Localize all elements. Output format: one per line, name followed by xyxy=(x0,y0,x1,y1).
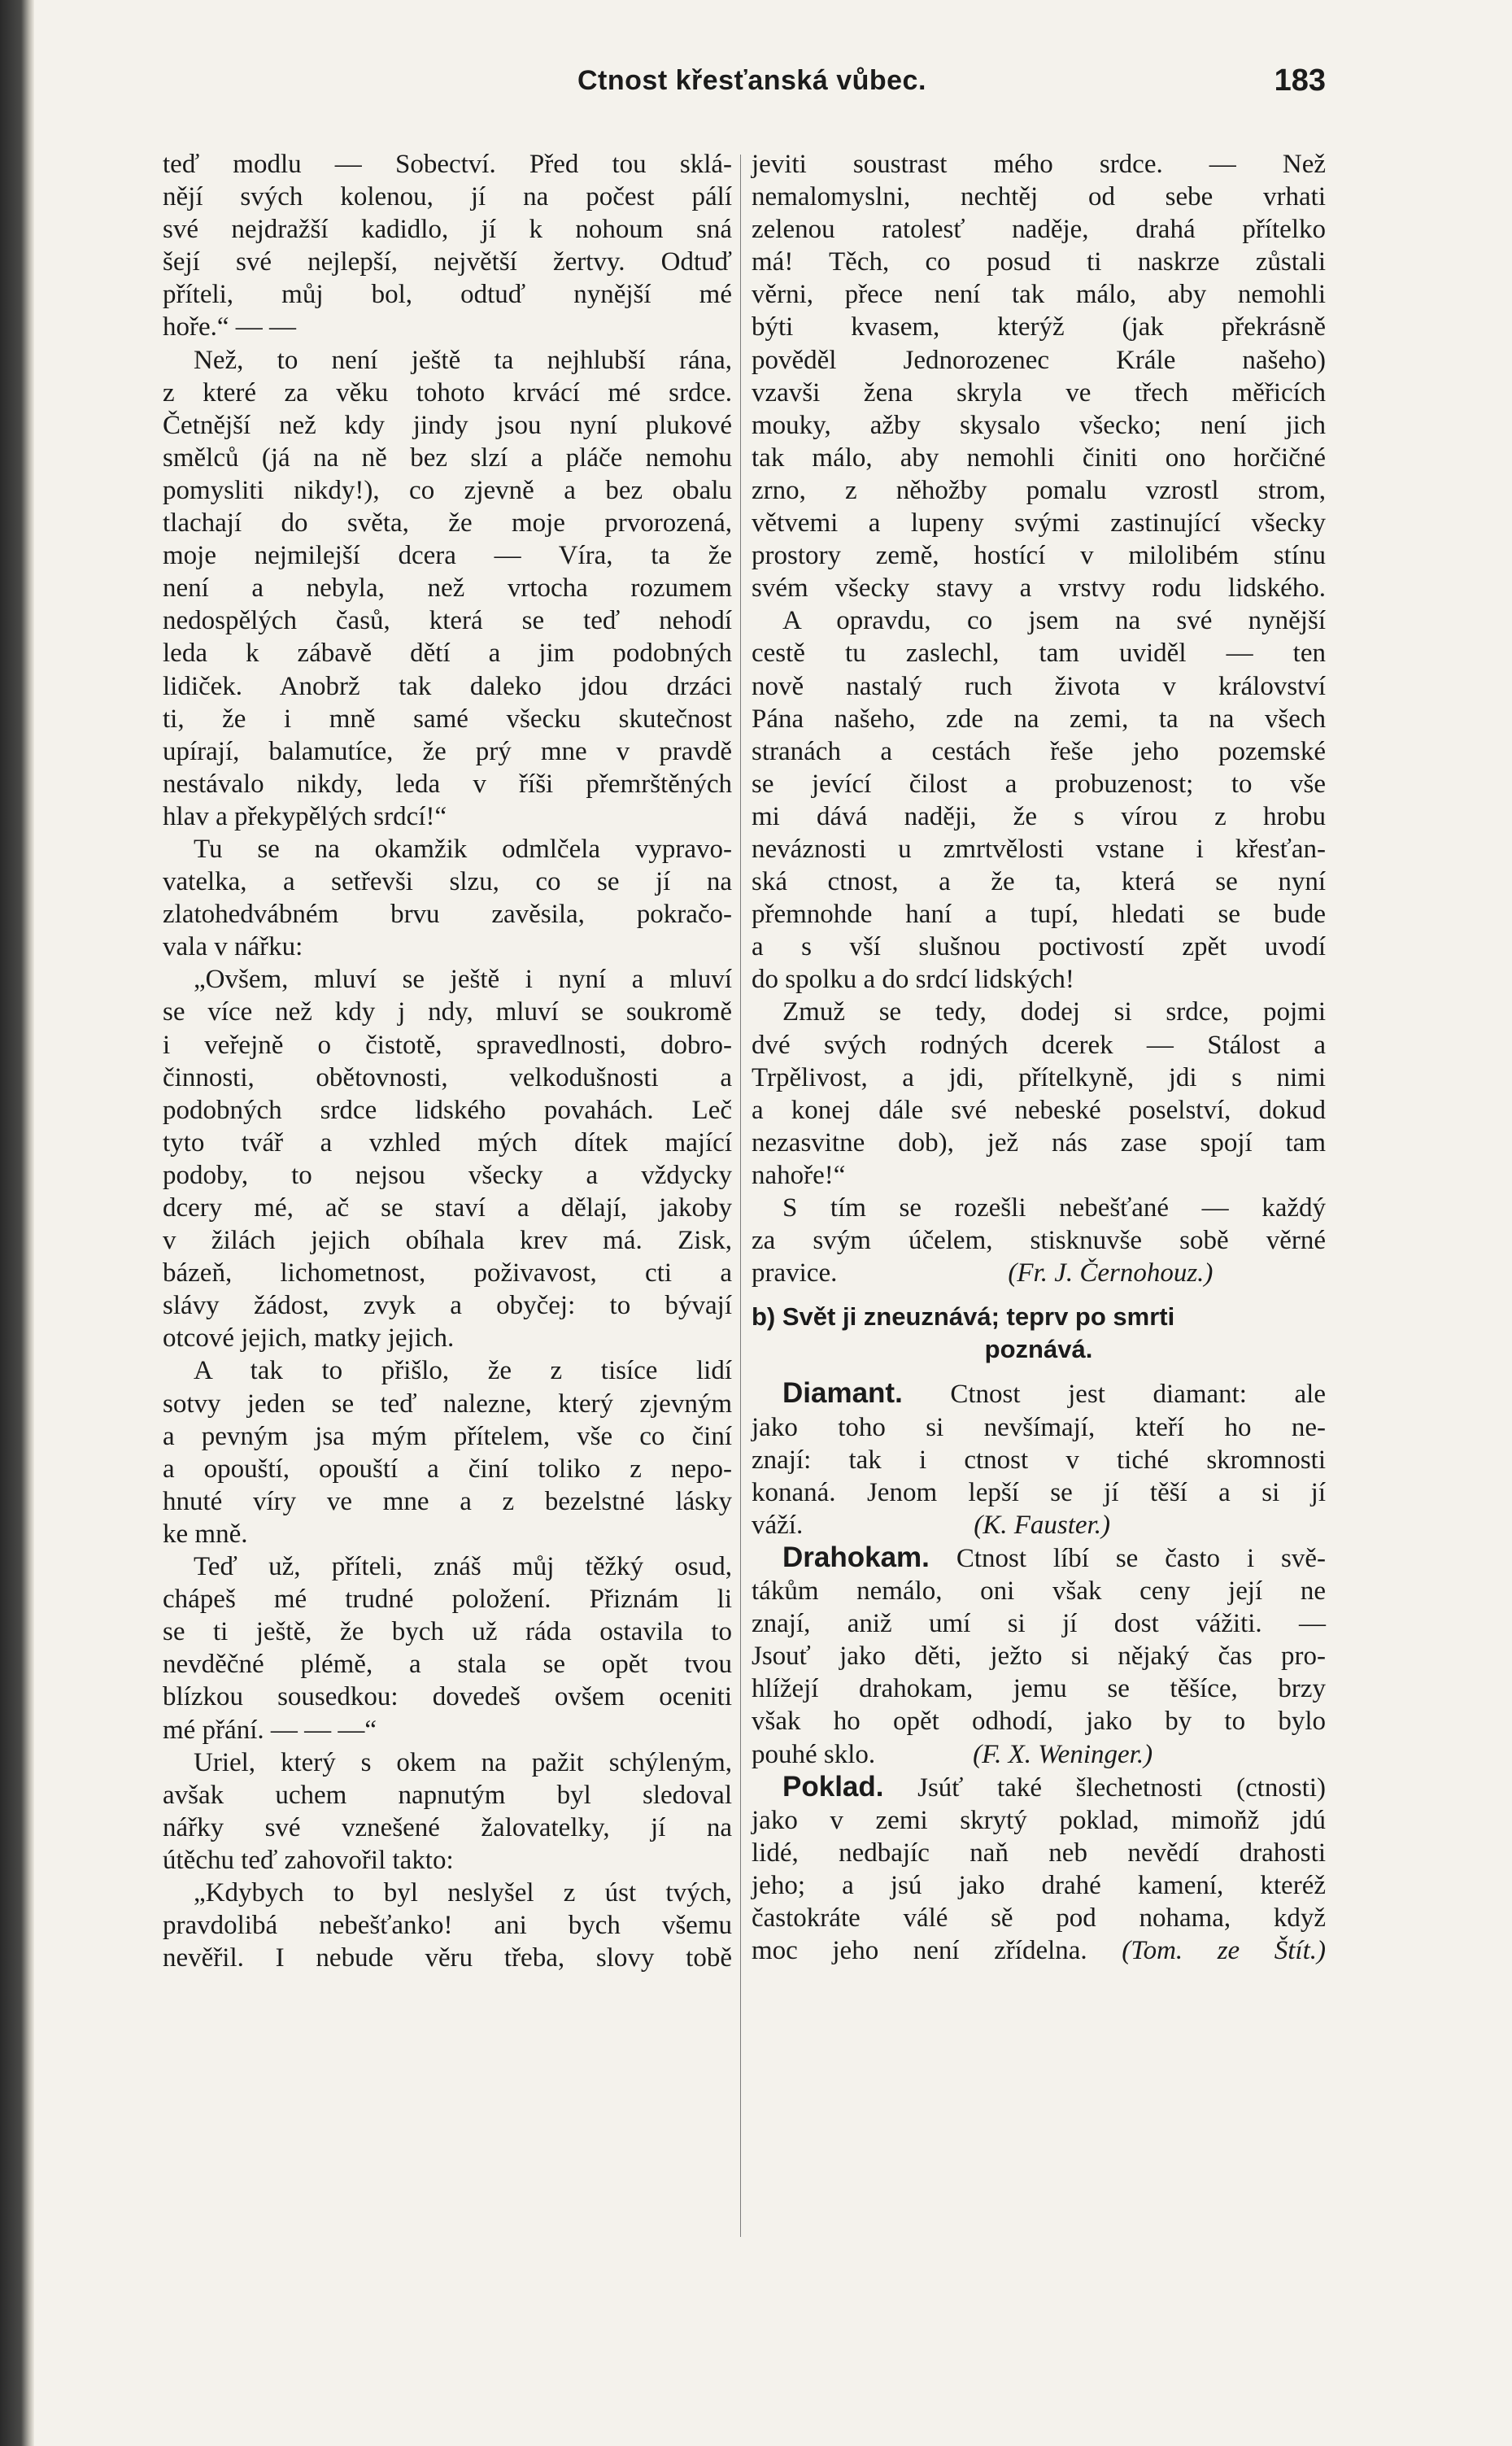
text-line: A opravdu, co jsem na své nynější xyxy=(782,606,1326,636)
text-line: moje nejmilejší dcera — Víra, ta že xyxy=(163,541,732,571)
text-line xyxy=(752,1509,1326,1541)
text-line: A tak to přišlo, že z tisíce lidí xyxy=(194,1356,732,1386)
text-line: blízkou sousedkou: dovedeš ovšem oceniti xyxy=(163,1682,732,1712)
text-line: zelenou ratolesť naděje, drahá přítelko xyxy=(752,215,1326,245)
text-line: šejí své nejlepší, největší žertvy. Odtuď xyxy=(163,247,732,277)
text-line: cestě tu zaslechl, tam uviděl — ten xyxy=(752,639,1326,669)
text-line: jako toho si nevšímají, kteří ho ne- xyxy=(752,1412,1326,1442)
text-line: lidiček. Anobrž tak daleko jdou drzáci xyxy=(163,671,732,701)
text-line: otcové jejich, matky jejich. xyxy=(163,1323,455,1354)
text-fragment: Ctnost líbí se často i svě- xyxy=(956,1543,1327,1573)
text-line xyxy=(752,1738,1326,1771)
citation: (F. X. Weninger.) xyxy=(973,1739,1153,1769)
text-line: vatelka, a setřevši slzu, co se jí na xyxy=(163,867,732,897)
text-line: útěchu teď zahovořil takto: xyxy=(163,1845,454,1875)
text-line: nahoře!“ xyxy=(752,1160,846,1190)
text-line: nově nastalý ruch života v království xyxy=(752,671,1326,701)
text-line: znají: tak i ctnost v tiché skromnosti xyxy=(752,1445,1326,1475)
text-line xyxy=(752,1934,1326,1967)
text-line: zlatohedvábném brvu zavěsila, pokračo- xyxy=(163,900,732,930)
text-line: mé přání. — — —“ xyxy=(163,1715,377,1745)
text-line: svém všecky stavy a vrstvy rodu lidského. xyxy=(752,573,1326,604)
text-line: chápeš mé trudné položení. Přiznám li xyxy=(163,1585,732,1615)
text-line: není a nebyla, než vrtocha rozumem xyxy=(163,573,732,604)
text-line: nedospělých časů, která se teď nehodí xyxy=(163,606,732,636)
text-line: nestávalo nikdy, leda v říši přemrštěných xyxy=(163,769,732,799)
text-fragment: moc jeho není zřídelna. xyxy=(752,1936,1087,1966)
text-line: hlav a překypělých srdcí!“ xyxy=(163,801,447,831)
text-line: jeho; a jsú jako drahé kamení, kteréž xyxy=(752,1870,1326,1900)
text-line: a konej dále své nebeské poselství, dokud xyxy=(752,1095,1326,1125)
text-line: pomysliti nikdy!), co zjevně a bez obalu xyxy=(163,475,732,505)
spacer xyxy=(752,1366,1326,1377)
text-line: přemnohde haní a tupí, hledati se bude xyxy=(752,900,1326,930)
text-line: hlížejí drahokam, jemu se těšíce, brzy xyxy=(752,1674,1326,1704)
text-line: S tím se rozešli nebešťané — každý xyxy=(782,1193,1326,1223)
text-fragment: pravice. xyxy=(752,1258,838,1288)
text-line: znají, aniž umí si jí dost vážiti. — xyxy=(752,1609,1326,1639)
text-line: slávy žádost, zvyk a obyčej: to bývají xyxy=(163,1291,732,1321)
text-line: mi dává naději, že s vírou z hrobu xyxy=(752,801,1326,831)
entry-keyword: Drahokam. xyxy=(782,1541,930,1573)
entry-keyword: Poklad. xyxy=(782,1770,884,1803)
text-line: Pána našeho, zde na zemi, ta na všech xyxy=(752,704,1326,734)
text-line: v žilách jejich obíhala krev má. Zisk, xyxy=(163,1226,732,1256)
right-column xyxy=(752,148,1326,1967)
text-line: Jsouť jako děti, ježto si nějaký čas pro- xyxy=(752,1642,1326,1672)
text-line: jako v zemi skrytý poklad, mimoňž jdú xyxy=(752,1805,1326,1835)
entry-keyword: Diamant. xyxy=(782,1377,903,1410)
text-line: Teď už, příteli, znáš můj těžký osud, xyxy=(194,1552,732,1582)
text-line: se ti ještě, že bych už ráda ostavila to xyxy=(163,1617,732,1647)
text-line: nevěřil. I nebude věru třeba, slovy tobě xyxy=(163,1943,732,1973)
entry-first-line xyxy=(752,1541,1326,1575)
citation: (Fr. J. Černohouz.) xyxy=(1008,1258,1214,1288)
text-line: neváznosti u zmrtvělosti vstane i křesťan- xyxy=(752,834,1326,864)
text-line: tlachají do světa, že moje prvorozená, xyxy=(163,508,732,538)
text-line: upírají, balamutíce, že prý mne v pravdě xyxy=(163,736,732,766)
text-line: „Ovšem, mluví se ještě i nyní a mluví xyxy=(194,965,732,995)
text-line: hoře.“ — — xyxy=(163,312,297,342)
text-line: má! Těch, co posud ti naskrze zůstali xyxy=(752,247,1326,277)
text-line: smělců (já na ně bez slzí a pláče nemohu xyxy=(163,443,732,473)
text-line: větvemi a lupeny svými zastinující všecky xyxy=(752,508,1326,538)
entry-first-line xyxy=(752,1377,1326,1410)
text-line: za svým účelem, stisknuvše sobě věrné xyxy=(752,1226,1326,1256)
citation: (K. Fauster.) xyxy=(974,1510,1110,1540)
entry-first-line xyxy=(752,1771,1326,1804)
text-line: nezasvitne dob), jež nás zase spojí tam xyxy=(752,1127,1326,1158)
text-line: dcery mé, ač se staví a dělají, jakoby xyxy=(163,1193,732,1223)
text-line: konaná. Jenom lepší se jí těší a si jí xyxy=(752,1477,1326,1507)
text-line: pravdolibá nebešťanko! ani bych všemu xyxy=(163,1911,732,1941)
book-binding-edge xyxy=(0,0,34,2446)
text-line: dvé svých rodných dcerek — Stálost a xyxy=(752,1030,1326,1060)
text-line: Uriel, který s okem na pažit schýleným, xyxy=(194,1747,732,1777)
text-line: vzavši žena skryla ve třech měřicích xyxy=(752,377,1326,408)
text-line: býti kvasem, kterýž (jak překrásně xyxy=(752,312,1326,342)
text-line: vala v nářku: xyxy=(163,932,303,962)
citation: (Tom. ze Štít.) xyxy=(1122,1936,1327,1966)
text-line: „Kdybych to byl neslyšel z úst tvých, xyxy=(194,1877,732,1908)
text-line: ke mně. xyxy=(163,1519,248,1549)
section-heading: b) Svět ji zneuznává; teprv po smrti xyxy=(752,1302,1175,1332)
running-title: Ctnost křesťanská vůbec. xyxy=(577,65,926,96)
text-line: Tu se na okamžik odmlčela vypravo- xyxy=(194,834,732,864)
text-line: lidé, nedbajíc naň neb nevědí drahosti xyxy=(752,1838,1326,1868)
text-line: jeviti soustrast mého srdce. — Než xyxy=(752,150,1326,179)
text-fragment: pouhé sklo. xyxy=(752,1739,876,1769)
text-line: nevděčné plémě, a stala se opět tvou xyxy=(163,1650,732,1680)
text-line: bázeň, lichometnost, poživavost, cti a xyxy=(163,1258,732,1288)
text-line: se více než kdy j ndy, mluví se soukromě xyxy=(163,997,732,1027)
text-line: a opouští, opouští a činí toliko z nepo- xyxy=(163,1454,732,1484)
text-line: nemalomyslni, nechtěj od sebe vrhati xyxy=(752,182,1326,212)
text-fragment: Jsúť také šlechetnosti (ctnosti) xyxy=(917,1772,1326,1803)
text-line: sotvy jeden se teď nalezne, který zjevným xyxy=(163,1389,732,1419)
text-line: Než, to není ještě ta nejhlubší rána, xyxy=(194,345,732,375)
text-line: do spolku a do srdcí lidských! xyxy=(752,965,1074,995)
spacer xyxy=(752,1289,1326,1301)
text-line: ti, že i mně samé všecku skutečnost xyxy=(163,704,732,734)
page-header xyxy=(155,65,1326,114)
text-line: častokráte válé sě pod nohama, když xyxy=(752,1903,1326,1933)
text-line: věrni, přece není tak málo, aby nemohli xyxy=(752,280,1326,310)
text-line: z které za věku tohoto krvácí mé srdce. xyxy=(163,377,732,408)
text-line xyxy=(752,1257,1326,1289)
text-line: příteli, můj bol, odtuď nynější mé xyxy=(163,280,732,310)
text-line: podobných srdce lidského povahách. Leč xyxy=(163,1095,732,1125)
text-line: však ho opět odhodí, jako by to bylo xyxy=(752,1707,1326,1737)
text-line: podoby, to nejsou všecky a vždycky xyxy=(163,1160,732,1190)
text-line: tyto tvář a vzhled mých dítek mající xyxy=(163,1127,732,1158)
text-line: své nejdražší kadidlo, jí k nohoum sná xyxy=(163,215,732,245)
text-line: tákům nemálo, oni však ceny její ne xyxy=(752,1576,1326,1607)
text-line: ská ctnost, a že ta, která se nyní xyxy=(752,867,1326,897)
text-line: Četnější než kdy jindy jsou nyní plukové xyxy=(163,410,732,440)
text-line: Zmuž se tedy, dodej si srdce, pojmi xyxy=(782,997,1326,1027)
text-line: leda k zábavě dětí a jim podobných xyxy=(163,639,732,669)
text-fragment: Ctnost jest diamant: ale xyxy=(950,1380,1326,1410)
column-divider xyxy=(740,155,741,2237)
text-line: hnuté víry ve mne a z bezelstné lásky xyxy=(163,1486,732,1516)
text-line: avšak uchem napnutým byl sledoval xyxy=(163,1780,732,1810)
text-line: stranách a cestách řeše jeho pozemské xyxy=(752,736,1326,766)
text-line: nářky své vznešené žalovatelky, jí na xyxy=(163,1812,732,1842)
section-heading-continued: poznává. xyxy=(984,1335,1093,1364)
text-line: zrno, z něhožby pomalu vzrostl strom, xyxy=(752,475,1326,505)
text-line: a pevným jsa mým přítelem, vše co činí xyxy=(163,1421,732,1451)
text-line: tak málo, aby nemohli činiti ono horčičné xyxy=(752,443,1326,473)
text-line: mouky, ažby skysalo všecko; není jich xyxy=(752,410,1326,440)
text-line: pověděl Jednorozenec Krále našeho) xyxy=(752,345,1326,375)
page-number: 183 xyxy=(1274,63,1326,98)
text-line: a s vší slušnou poctivostí zpět uvodí xyxy=(752,932,1326,962)
text-line: prostory země, hostící v milolibém stínu xyxy=(752,541,1326,571)
text-line: i veřejně o čistotě, spravedlnosti, dobro- xyxy=(163,1030,732,1060)
text-fragment: váží. xyxy=(752,1510,804,1540)
left-column xyxy=(163,148,732,1974)
text-line: nějí svých kolenou, jí na počest pálí xyxy=(163,182,732,212)
text-line: se jevící čilost a probuzenost; to vše xyxy=(752,769,1326,799)
text-line: Trpělivost, a jdi, přítelkyně, jdi s nimi xyxy=(752,1062,1326,1092)
text-line: činnosti, obětovnosti, velkodušnosti a xyxy=(163,1062,732,1092)
text-line: teď modlu — Sobectví. Před tou sklá- xyxy=(163,150,732,179)
